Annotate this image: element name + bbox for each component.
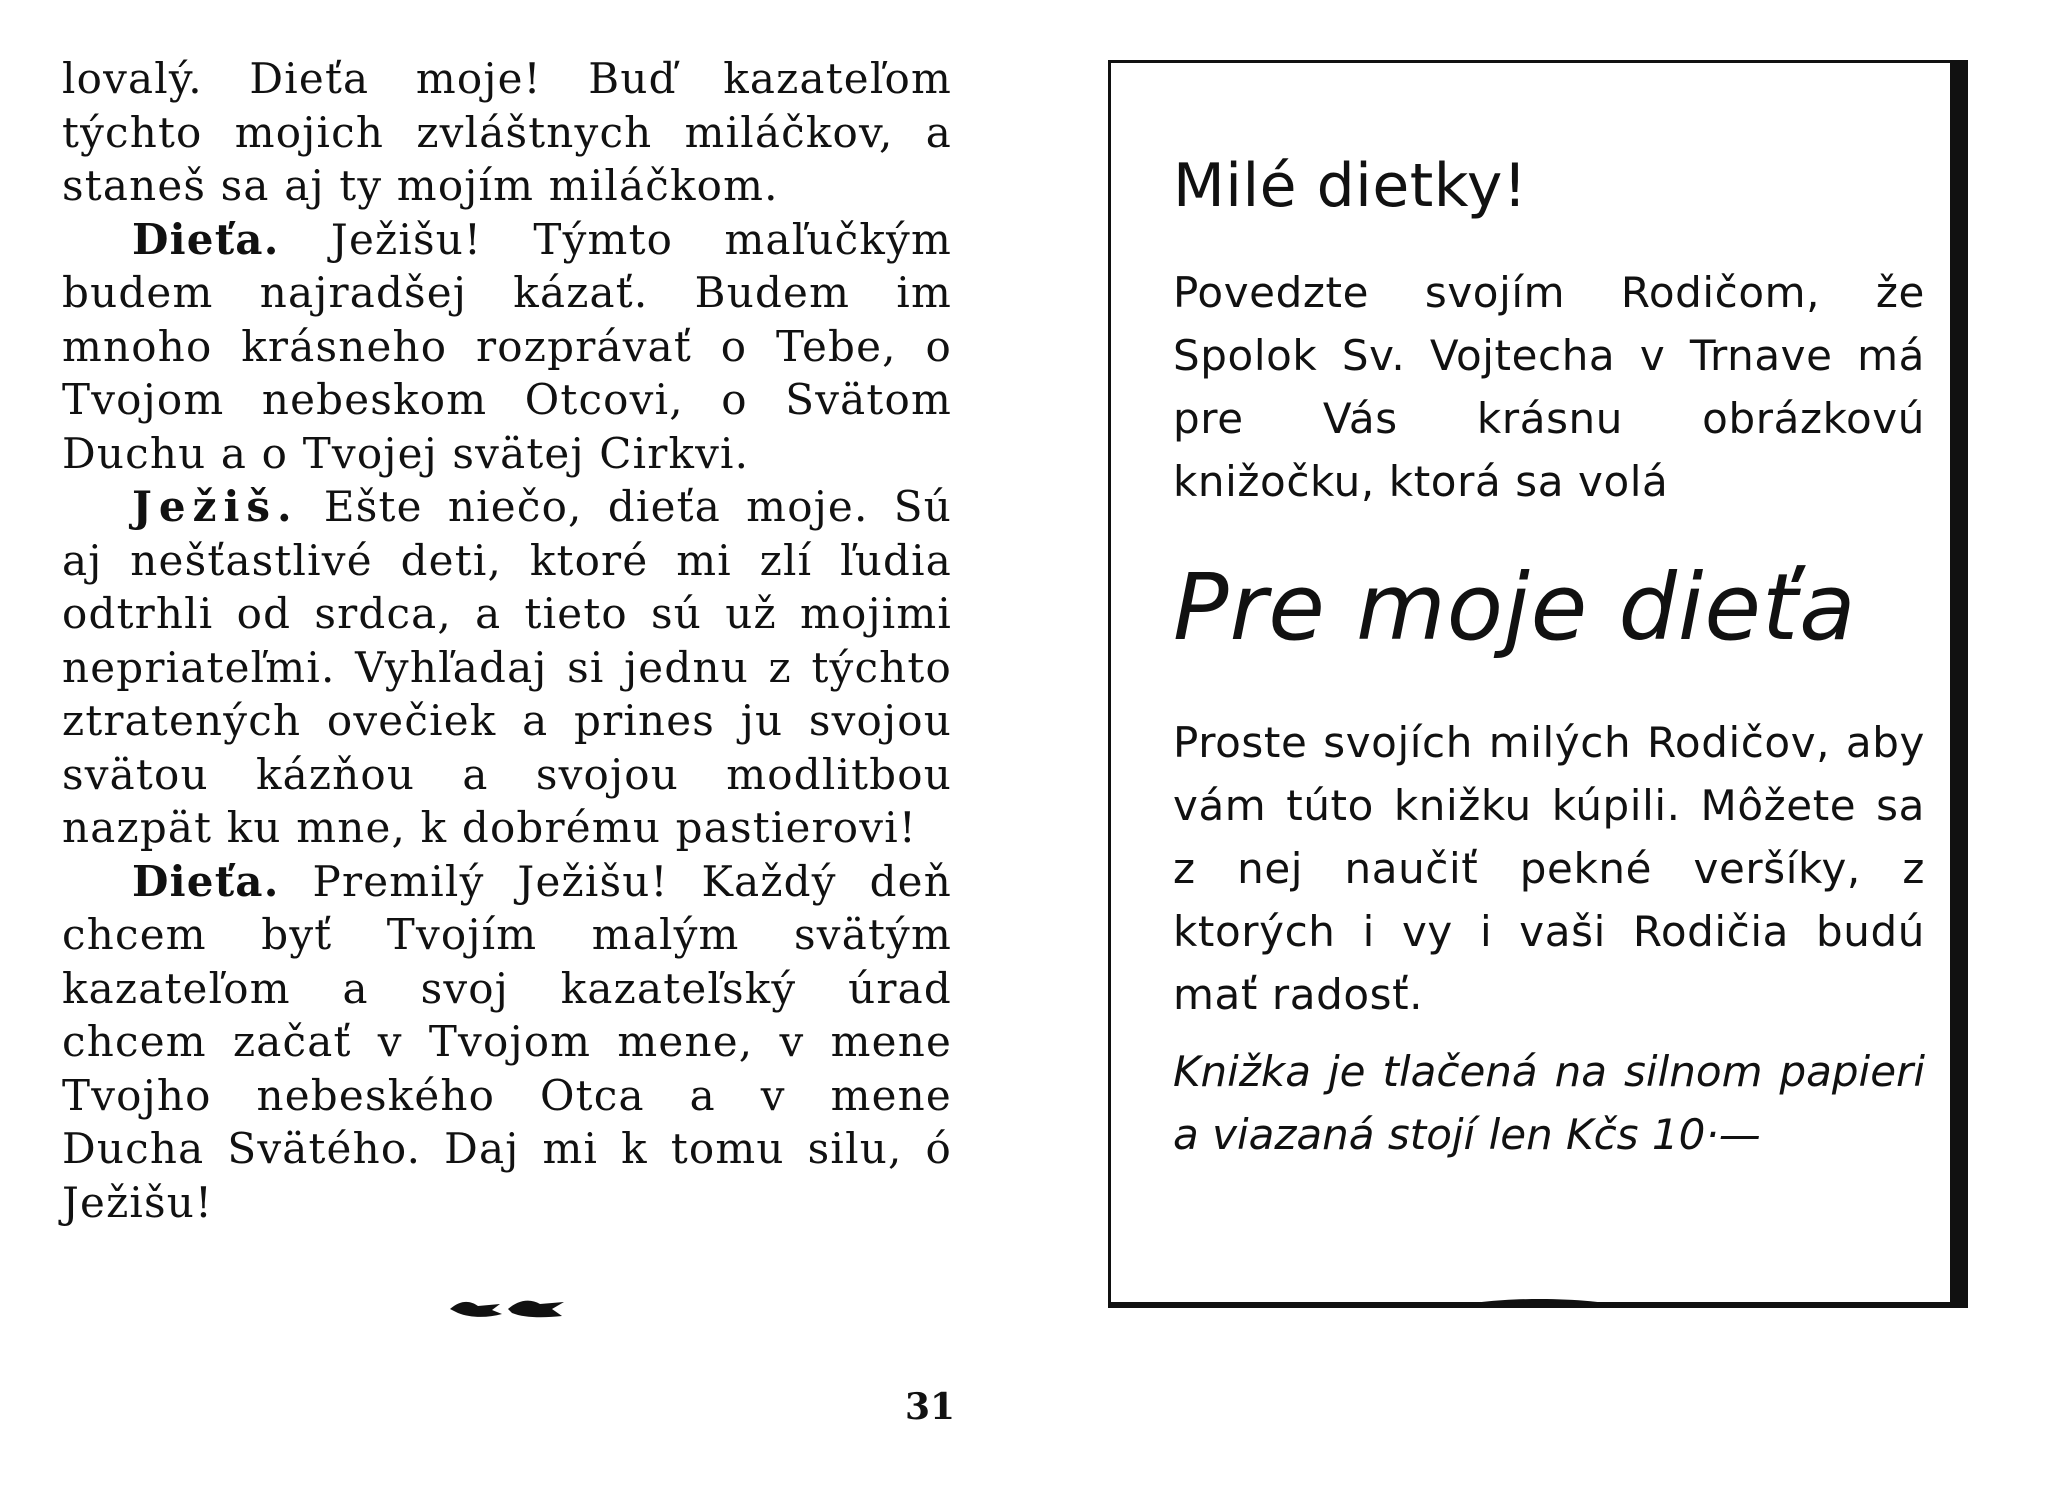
advertisement-box — [1108, 60, 1968, 1308]
ad-price-note: Knižka je tlačená na silnom papieri a viazaná stojí len Kčs 10·— — [1173, 1047, 1925, 1159]
paragraph-4-text: Premilý Ježišu! Každý deň chcem byť Tvojím malým svätým kazateľom a svoj kazateľský úrad chcem začať v Tvojom mene, v mene Tvojho nebeského Otca a v mene Ducha Svätého. Daj mi k tomu silu, ó Ježišu! — [62, 856, 952, 1227]
paragraph-1-text: lovalý. Dieťa moje! Buď kazateľom týchto mojich zvláštnych miláčkov, a staneš sa aj ty mojím miláčkom. — [62, 54, 952, 210]
page-number: 31 — [904, 1386, 956, 1428]
left-page-text — [62, 52, 952, 1229]
paragraph-1 — [62, 52, 952, 213]
ad-body: Proste svojích milých Rodičov, aby vám túto knižku kúpili. Môžete sa z nej naučiť pekné veršíky, z ktorých i vy i vaši Rodičia budú mať radosť. — [1173, 718, 1925, 1019]
paragraph-3-text: Ešte niečo, dieťa moje. Sú aj nešťastlivé deti, ktoré mi zlí ľudia odtrhli od srdca, a tieto sú už mojimi nepriateľmi. Vyhľadaj si jednu z týchto ztratených ovečiek a prines ju svojou svätou kázňou a svojou modlitbou nazpät ku mne, k dobrému pastierovi! — [62, 482, 952, 852]
advertisement-content — [1173, 149, 1925, 1166]
ornament-icon — [448, 1296, 566, 1322]
ad-book-title: Pre moje dieťa — [1173, 554, 1857, 661]
speaker-label: Dieťa. — [132, 856, 280, 906]
speaker-label: Ježiš. — [132, 482, 299, 531]
ad-intro: Povedzte svojím Rodičom, že Spolok Sv. Vojtecha v Trnave má pre Vás krásnu obrázkovú knižočku, ktorá sa volá — [1173, 268, 1925, 506]
box-bottom-ornament-icon — [1440, 1296, 1640, 1312]
paragraph-2-text: Ježišu! Týmto maľučkým budem najradšej kázať. Budem im mnoho krásneho rozprávať o Tebe, o Tvojom nebeskom Otcovi, o Svätom Duchu a o Tvojej svätej Cirkvi. — [62, 214, 952, 478]
speaker-label: Dieťa. — [132, 214, 280, 264]
paragraph-3 — [62, 480, 952, 855]
paragraph-4 — [62, 855, 952, 1230]
paragraph-2 — [62, 213, 952, 481]
ad-heading: Milé dietky! — [1173, 151, 1528, 221]
